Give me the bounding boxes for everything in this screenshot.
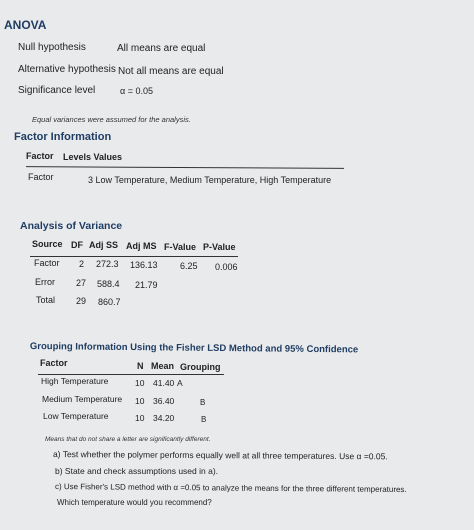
grouping-row-mean: 41.40 [153,378,175,388]
grouping-row-group-b: B [201,415,207,424]
grouping-row-n: 10 [135,413,145,423]
aov-total-source: Total [36,295,56,305]
grouping-header-mean: Mean [151,361,175,371]
alternative-hypothesis-label: Alternative hypothesis [18,64,116,75]
aov-factor-adj-ms: 136.13 [130,260,158,270]
aov-error-df: 27 [76,278,87,288]
grouping-row-n: 10 [135,396,145,406]
aov-error-adj-ms: 21.79 [135,280,158,290]
question-a: a) Test whether the polymer performs equally well at all three temperatures. Use α =0.05. [52,449,388,462]
factor-info-header-factor: Factor [26,151,54,161]
grouping-header-grouping: Grouping [180,362,221,372]
question-b: b) State and check assumptions used in a). [55,466,219,476]
null-hypothesis-label: Null hypothesis [18,42,86,53]
grouping-row-mean: 34.20 [153,413,175,423]
aov-error-adj-ss: 588.4 [97,279,120,289]
grouping-row-factor: Medium Temperature [42,394,123,404]
grouping-row-mean: 36.40 [153,396,175,406]
grouping-title: Grouping Information Using the Fisher LSD Method and 95% Confidence [29,341,359,356]
grouping-rule [38,374,224,375]
aov-factor-p-value: 0.006 [215,262,238,272]
aov-total-df: 29 [76,296,87,306]
equal-variance-note: Equal variances were assumed for the analysis. [32,115,191,124]
grouping-row-factor: High Temperature [41,376,109,386]
grouping-row-n: 10 [135,378,145,388]
aov-factor-df: 2 [79,259,85,269]
grouping-header-factor: Factor [40,358,68,368]
significance-level-value: α = 0.05 [120,86,153,96]
significance-level-label: Significance level [18,85,96,96]
aov-header-adj-ss: Adj SS [89,240,119,250]
aov-total-adj-ss: 860.7 [98,297,121,307]
grouping-note: Means that do not share a letter are significantly different. [45,436,211,443]
alternative-hypothesis-value: Not all means are equal [118,66,224,77]
aov-factor-source: Factor [34,258,60,268]
aov-header-df: DF [71,240,83,250]
factor-info-rule [26,166,344,169]
aov-header-source: Source [32,239,63,249]
aov-title: Analysis of Variance [20,220,123,232]
factor-info-title: Factor Information [14,131,112,143]
aov-factor-f-value: 6.25 [180,261,198,271]
aov-header-adj-ms: Adj MS [126,241,157,251]
factor-info-row-values: 3 Low Temperature, Medium Temperature, High Temperature [88,175,332,185]
factor-info-row-factor: Factor [28,172,54,182]
aov-factor-adj-ss: 272.3 [96,259,119,269]
grouping-row-group-b: B [200,398,206,407]
aov-header-p-value: P-Value [203,242,236,252]
grouping-header-n: N [137,361,144,371]
null-hypothesis-value: All means are equal [117,43,206,54]
grouping-row-factor: Low Temperature [43,411,109,421]
aov-error-source: Error [35,277,55,287]
aov-rule [30,256,238,257]
factor-info-header-levels: Levels Values [63,152,123,162]
anova-title: ANOVA [4,18,47,32]
grouping-row-group-a: A [177,378,183,388]
aov-header-f-value: F-Value [164,242,197,252]
question-c-line2: Which temperature would you recommend? [57,498,212,507]
question-c-line1: c) Use Fisher's LSD method with α =0.05 to analyze the means for the three different temperatures. [54,482,407,495]
